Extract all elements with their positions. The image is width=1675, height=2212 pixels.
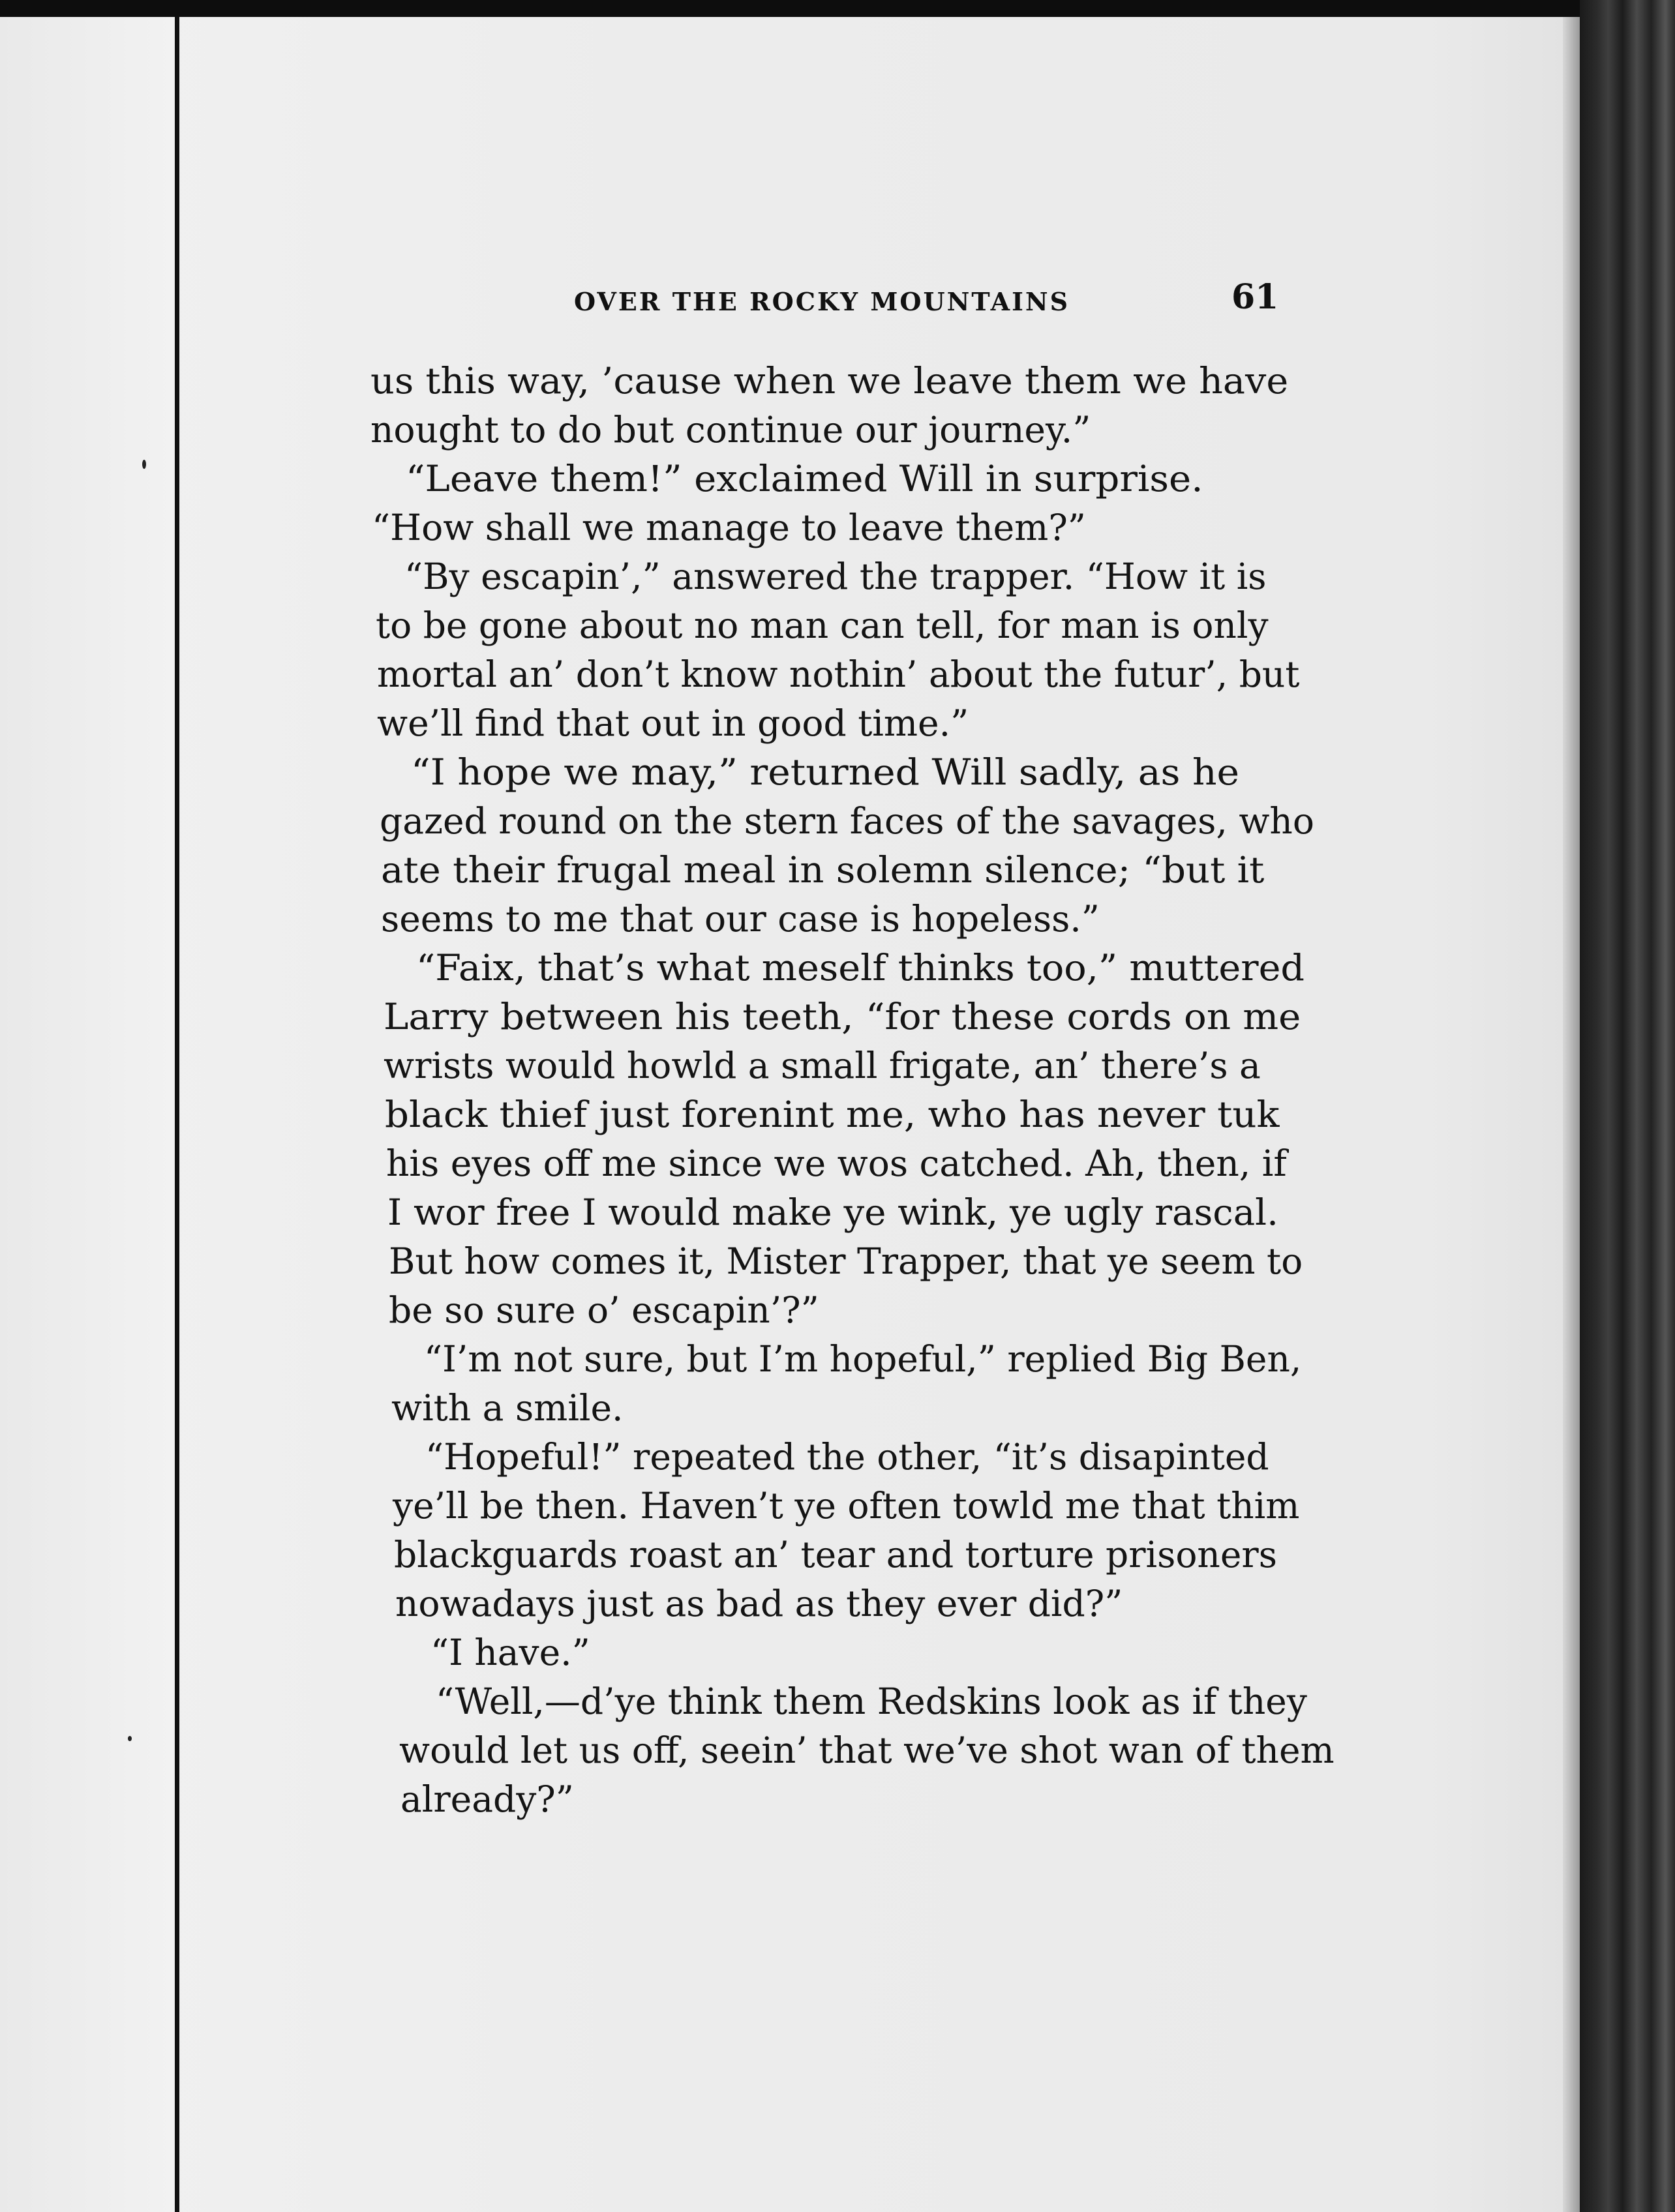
text-line: nowadays just as bad as they ever did?”: [395, 1583, 1123, 1624]
text-line: wrists would howld a small frigate, an’ there’s a: [384, 1045, 1261, 1086]
text-line: I wor free I would make ye wink, ye ugly rascal.: [387, 1191, 1278, 1233]
book-gutter: [175, 0, 179, 2212]
text-line: black thief just forenint me, who has never tuk: [385, 1094, 1280, 1135]
text-line: mortal an’ don’t know nothin’ about the futur’, but: [377, 653, 1300, 695]
text-line: seems to me that our case is hopeless.”: [381, 898, 1100, 940]
text-line: “Leave them!” exclaimed Will in surprise.: [406, 458, 1203, 500]
text-line: Larry between his teeth, “for these cords on me: [384, 996, 1301, 1038]
text-line: “Faix, that’s what meself thinks too,” muttered: [416, 947, 1305, 989]
text-line: “I’m not sure, but I’m hopeful,” replied Big Ben,: [424, 1338, 1302, 1380]
scan-speck: [142, 460, 146, 469]
text-line: us this way, ’cause when we leave them we have: [370, 360, 1289, 402]
text-line: already?”: [400, 1778, 574, 1820]
scan-speck: [128, 1736, 132, 1741]
text-line: would let us off, seein’ that we’ve shot wan of them: [399, 1729, 1335, 1771]
text-line: nought to do but continue our journey.”: [370, 409, 1091, 451]
text-line: “I have.”: [430, 1632, 590, 1673]
text-line: “Hopeful!” repeated the other, “it’s disapinted: [425, 1436, 1269, 1478]
running-head: OVER THE ROCKY MOUNTAINS: [574, 287, 1070, 316]
text-line: ye’ll be then. Haven’t ye often towld me that thim: [393, 1485, 1300, 1527]
text-line: “How shall we manage to leave them?”: [372, 507, 1086, 548]
text-line: ate their frugal meal in solemn silence; “but it: [381, 849, 1265, 891]
text-line: we’ll find that out in good time.”: [377, 702, 969, 744]
right-page-shadow: [1563, 17, 1580, 2212]
text-line: be so sure o’ escapin’?”: [389, 1289, 819, 1331]
left-page-edge: [0, 0, 176, 2212]
text-line: “Well,—d’ye think them Redskins look as if they: [436, 1681, 1307, 1722]
text-line: But how comes it, Mister Trapper, that ye seem to: [389, 1240, 1303, 1282]
text-line: “By escapin’,” answered the trapper. “How it is: [404, 556, 1267, 597]
text-line: with a smile.: [391, 1387, 624, 1429]
scan-top-border: [0, 0, 1675, 17]
text-line: blackguards roast an’ tear and torture prisoners: [394, 1534, 1277, 1576]
page-number: 61: [1231, 277, 1279, 317]
text-line: to be gone about no man can tell, for man is only: [376, 605, 1269, 646]
book-page-edges: [1580, 0, 1675, 2212]
text-line: gazed round on the stern faces of the savages, who: [380, 800, 1314, 842]
text-line: his eyes off me since we wos catched. Ah, then, if: [386, 1143, 1287, 1184]
text-line: “I hope we may,” returned Will sadly, as he: [411, 751, 1240, 793]
